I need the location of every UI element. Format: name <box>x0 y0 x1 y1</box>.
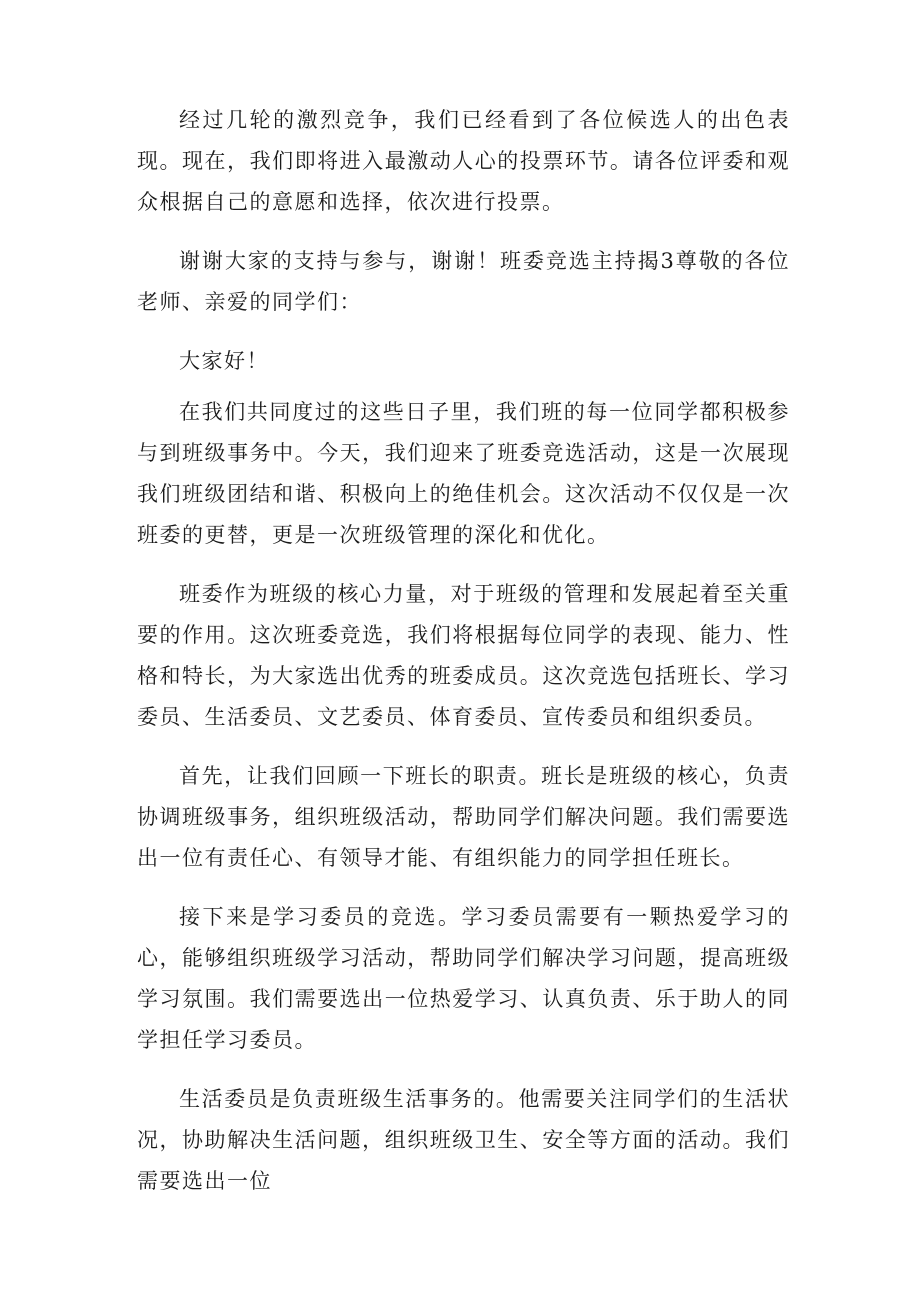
paragraph-greeting: 大家好！ <box>179 349 269 373</box>
paragraph-thanks: 谢谢大家的支持与参与，谢谢！班委竞选主持揭3尊敬的各位老师、亲爱的同学们： <box>137 249 790 314</box>
paragraph-intro: 在我们共同度过的这些日子里，我们班的每一位同学都积极参与到班级事务中。今天，我们迎来了班委竞选活动，这是一次展现我们班级团结和谐、积极向上的绝佳机会。这次活动不仅仅是一次班委的更替，更是一次班级管理的深化和优化。 <box>137 400 790 547</box>
paragraph-committee-role: 班委作为班级的核心力量，对于班级的管理和发展起着至关重要的作用。这次班委竞选，我们将根据每位同学的表现、能力、性格和特长，为大家选出优秀的班委成员。这次竞选包括班长、学习委员、生活委员、文艺委员、体育委员、宣传委员和组织委员。 <box>137 582 790 729</box>
paragraph-voting: 经过几轮的激烈竞争，我们已经看到了各位候选人的出色表现。现在，我们即将进入最激动人心的投票环节。请各位评委和观众根据自己的意愿和选择，依次进行投票。 <box>137 108 790 214</box>
paragraph-monitor: 首先，让我们回顾一下班长的职责。班长是班级的核心，负责协调班级事务，组织班级活动，帮助同学们解决问题。我们需要选出一位有责任心、有领导才能、有组织能力的同学担任班长。 <box>137 764 790 870</box>
paragraph-study-committee: 接下来是学习委员的竞选。学习委员需要有一颗热爱学习的心，能够组织班级学习活动，帮助同学们解决学习问题，提高班级学习氛围。我们需要选出一位热爱学习、认真负责、乐于助人的同学担任学习委员。 <box>137 905 790 1052</box>
paragraph-life-committee: 生活委员是负责班级生活事务的。他需要关注同学们的生活状况，协助解决生活问题，组织班级卫生、安全等方面的活动。我们需要选出一位 <box>137 1087 790 1193</box>
